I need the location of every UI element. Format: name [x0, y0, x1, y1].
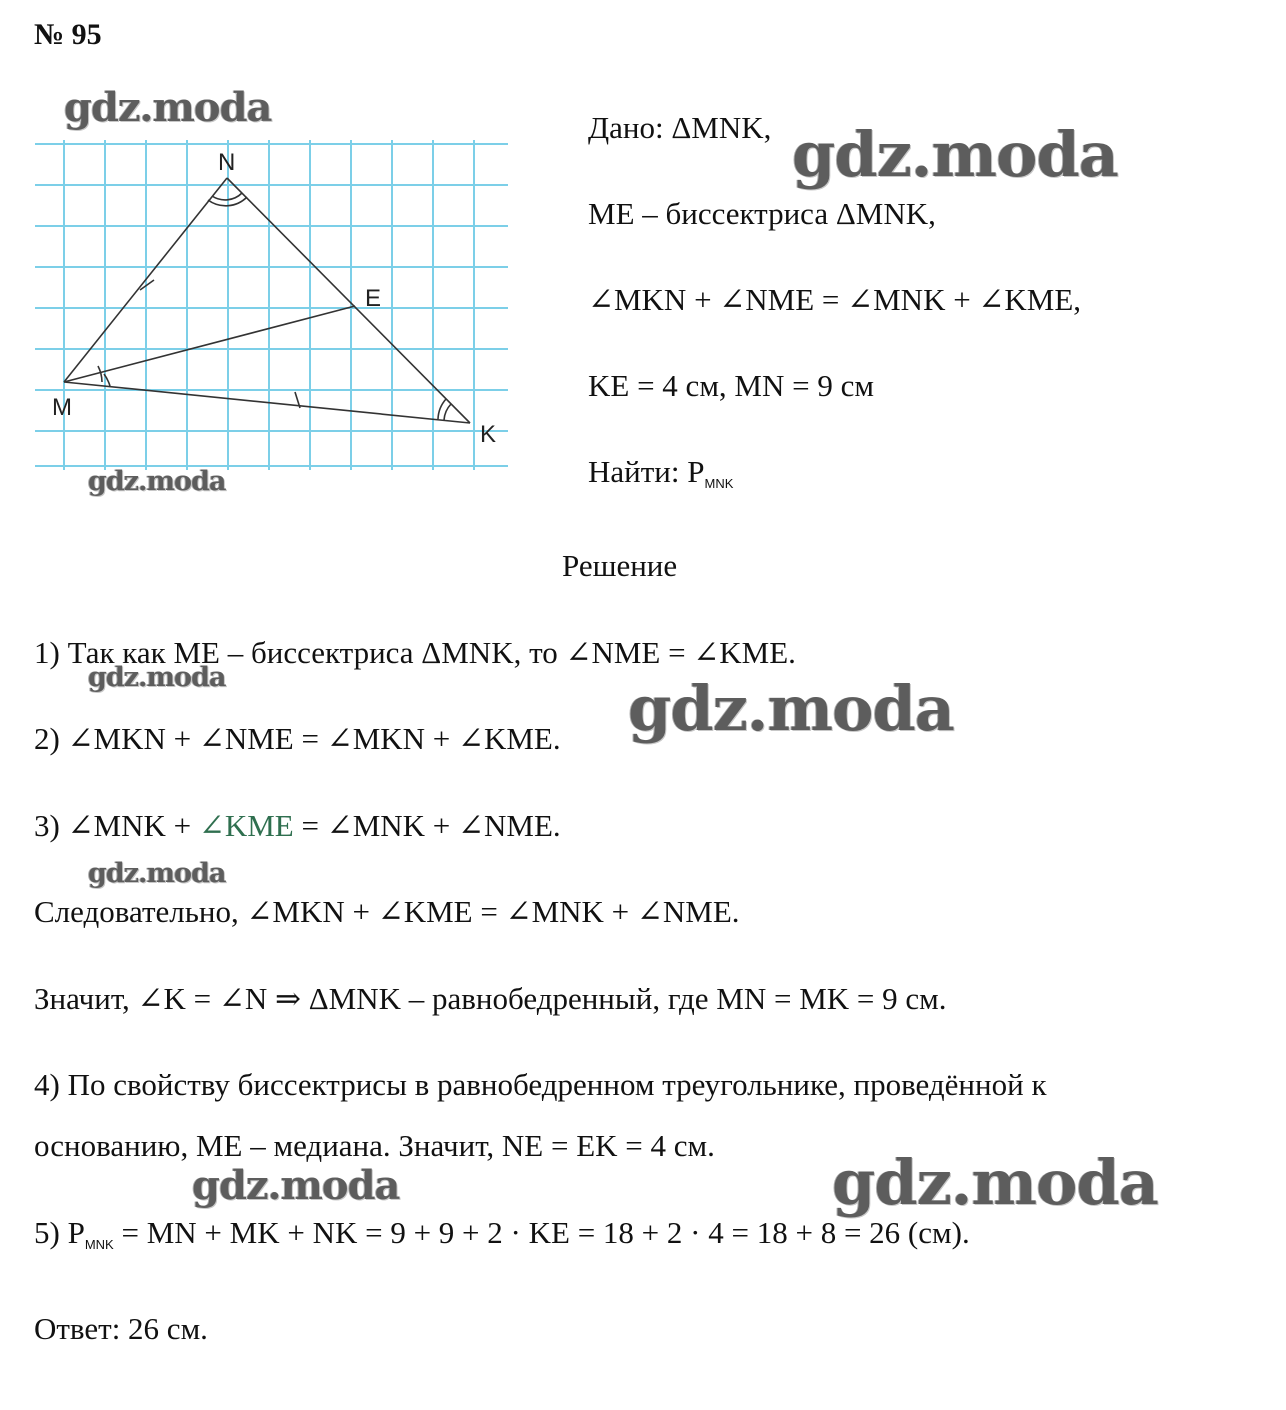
angle-arc-m1 [98, 366, 102, 382]
step-5-rest: = MN + MK + NK = 9 + 9 + 2 · KE = 18 + 2 · 4 = 18 + 8 = 26 (см). [113, 1215, 970, 1250]
step-4-line-1: 4) По свойству биссектрисы в равнобедренном треугольнике, проведённой к [34, 1067, 1047, 1102]
answer-line: Ответ: 26 см. [34, 1311, 208, 1346]
find-sub: MNK [704, 476, 734, 491]
problem-number: № 95 [34, 18, 102, 51]
grid [35, 140, 508, 470]
angle-arc-k1 [444, 404, 451, 420]
watermark-8: gdz.moda [832, 1146, 1158, 1219]
watermark-3: gdz.moda [88, 466, 226, 497]
solution-title: Решение [562, 548, 678, 583]
step-5 [34, 1217, 970, 1251]
label-m: M [52, 394, 72, 421]
watermark-4: gdz.moda [88, 662, 226, 693]
label-k: K [480, 421, 497, 448]
watermark-6: gdz.moda [88, 858, 226, 889]
step-5-sub: MNK [84, 1237, 114, 1252]
given-line-3: ∠MKN + ∠NME = ∠MNK + ∠KME, [588, 282, 1082, 317]
step-5-prefix: 5) P [34, 1215, 85, 1250]
watermark-5: gdz.moda [628, 672, 954, 745]
watermark-2: gdz.moda [792, 118, 1118, 191]
given-line-4: KE = 4 см, MN = 9 см [588, 368, 874, 403]
step-3-highlight: ∠KME [198, 808, 294, 843]
step-2: 2) ∠MKN + ∠NME = ∠MKN + ∠KME. [34, 721, 561, 756]
given-find [588, 456, 733, 490]
given-line-1: Дано: ΔMNK, [588, 110, 772, 145]
label-n: N [218, 149, 236, 176]
triangle-figure [30, 130, 520, 480]
consequently-line: Следовательно, ∠MKN + ∠KME = ∠MNK + ∠NME. [34, 894, 740, 929]
label-e: E [365, 285, 382, 312]
step-3-a: 3) ∠MNK + [34, 808, 199, 843]
triangle-lines [64, 178, 470, 423]
find-label: Найти: [588, 454, 680, 489]
triangle-diagram [30, 130, 520, 480]
find-p: P [687, 454, 705, 489]
step-3-c: = ∠MNK + ∠NME. [293, 808, 561, 843]
means-line: Значит, ∠K = ∠N ⇒ ΔMNK – равнобедренный, где MN = MK = 9 см. [34, 981, 947, 1016]
step-4-line-2: основанию, ME – медиана. Значит, NE = EK = 4 см. [34, 1128, 715, 1163]
watermark-1: gdz.moda [64, 84, 272, 131]
step-1: 1) Так как ME – биссектриса ΔMNK, то ∠NME = ∠KME. [34, 635, 796, 670]
given-line-2: ME – биссектриса ΔMNK, [588, 196, 936, 231]
step-3 [34, 810, 561, 841]
watermark-7: gdz.moda [192, 1162, 400, 1209]
